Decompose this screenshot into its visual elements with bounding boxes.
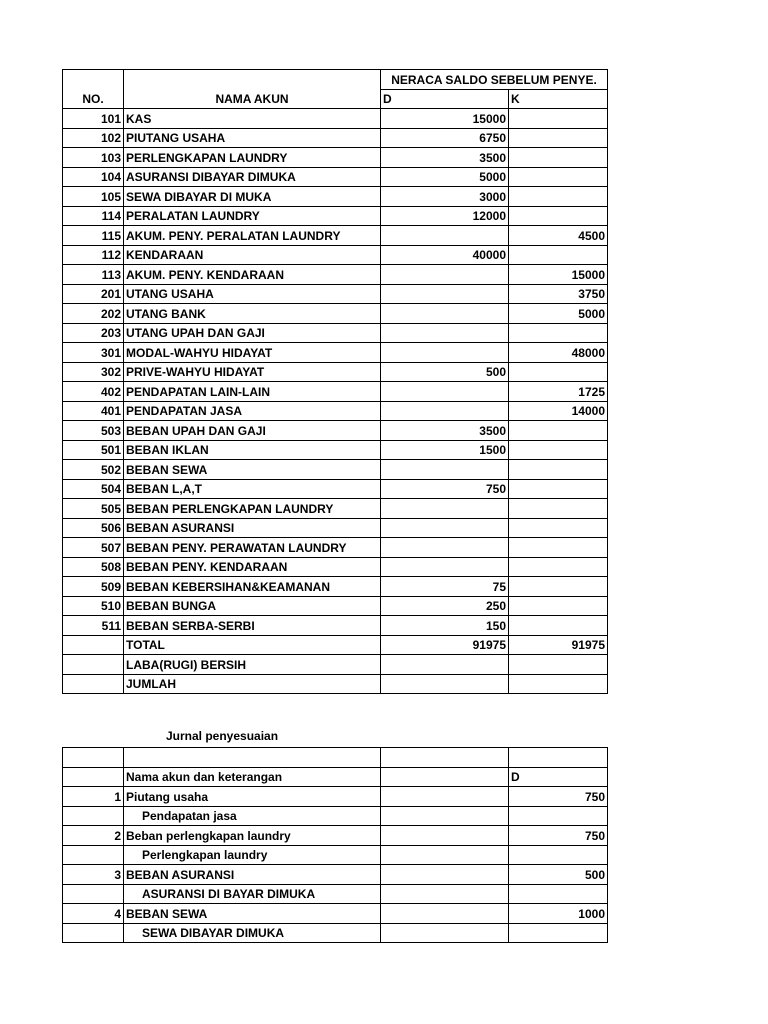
account-number: 105 [63,187,124,207]
account-name: BEBAN PERLENGKAPAN LAUNDRY [124,499,381,519]
account-name: SEWA DIBAYAR DI MUKA [124,187,381,207]
debit-amount: 750 [509,826,608,846]
col-header-credit: K [509,89,608,109]
entry-no-blank [63,923,124,943]
credit-amount: 15000 [509,265,608,285]
table-row [63,109,608,129]
credit-account: Pendapatan jasa [124,806,381,826]
profit-row [63,655,608,675]
debit-amount: 500 [509,865,608,885]
credit-amount [509,421,608,441]
debit-amount [381,265,509,285]
table-row [63,187,608,207]
debit-amount: 250 [381,596,509,616]
table-row [63,616,608,636]
entry-blank [381,787,509,807]
journal-credit-row [63,845,608,865]
account-number: 504 [63,479,124,499]
account-name: BEBAN SERBA-SERBI [124,616,381,636]
table-row [63,167,608,187]
sum-row-credit [509,674,608,694]
account-number: 103 [63,148,124,168]
account-number: 301 [63,343,124,363]
account-number: 507 [63,538,124,558]
account-name: BEBAN SEWA [124,460,381,480]
profit-row-no [63,655,124,675]
credit-amount [509,440,608,460]
account-name: BEBAN UPAH DAN GAJI [124,421,381,441]
account-name: KENDARAAN [124,245,381,265]
table-row [63,440,608,460]
debit-account: BEBAN ASURANSI [124,865,381,885]
credit-amount [509,518,608,538]
debit-amount: 3500 [381,421,509,441]
credit-amount [509,187,608,207]
credit-amount [509,557,608,577]
debit-amount [381,401,509,421]
profit-row-credit [509,655,608,675]
total-row [63,635,608,655]
debit-amount [381,323,509,343]
account-name: BEBAN BUNGA [124,596,381,616]
journal-header-row [63,767,608,787]
account-number: 401 [63,401,124,421]
debit-amount: 750 [381,479,509,499]
debit-amount: 750 [509,787,608,807]
sum-label: JUMLAH [124,674,381,694]
credit-amount [509,167,608,187]
table-row [63,421,608,441]
debit-amount: 500 [381,362,509,382]
total-credit: 91975 [509,635,608,655]
account-name: PENDAPATAN JASA [124,401,381,421]
account-name: PERALATAN LAUNDRY [124,206,381,226]
table-row [63,128,608,148]
entry-blank [381,884,509,904]
account-number: 104 [63,167,124,187]
debit-amount: 1500 [381,440,509,460]
account-name: BEBAN L,A,T [124,479,381,499]
account-number: 501 [63,440,124,460]
account-number: 115 [63,226,124,246]
journal-credit-row [63,806,608,826]
account-number: 503 [63,421,124,441]
sum-row-no [63,674,124,694]
debit-amount [381,538,509,558]
credit-amount [509,128,608,148]
account-name: PIUTANG USAHA [124,128,381,148]
journal-credit-row [63,923,608,943]
debit-amount [381,304,509,324]
debit-amount: 6750 [381,128,509,148]
table-row [63,304,608,324]
profit-label: LABA(RUGI) BERSIH [124,655,381,675]
entry-number: 4 [63,904,124,924]
account-number: 102 [63,128,124,148]
debit-amount [381,226,509,246]
account-number: 203 [63,323,124,343]
journal-credit-row [63,884,608,904]
debit-amount: 150 [381,616,509,636]
credit-amount: 1725 [509,382,608,402]
account-number: 502 [63,460,124,480]
table-row [63,148,608,168]
entry-blank [509,845,608,865]
account-name: BEBAN IKLAN [124,440,381,460]
entry-blank [509,806,608,826]
account-number: 302 [63,362,124,382]
account-name: PENDAPATAN LAIN-LAIN [124,382,381,402]
debit-account: BEBAN SEWA [124,904,381,924]
credit-amount: 3750 [509,284,608,304]
account-name: AKUM. PENY. PERALATAN LAUNDRY [124,226,381,246]
credit-amount: 48000 [509,343,608,363]
sum-row [63,674,608,694]
sum-row-debit [381,674,509,694]
debit-amount [381,557,509,577]
total-label: TOTAL [124,635,381,655]
account-number: 506 [63,518,124,538]
debit-amount: 5000 [381,167,509,187]
journal-title: Jurnal penyesuaian [166,729,279,743]
account-name: UTANG USAHA [124,284,381,304]
debit-amount [381,518,509,538]
debit-amount [381,284,509,304]
account-name: KAS [124,109,381,129]
debit-amount: 40000 [381,245,509,265]
journal-col-header-debit: D [509,767,608,787]
journal-debit-row [63,865,608,885]
account-number: 510 [63,596,124,616]
debit-amount: 3000 [381,187,509,207]
account-number: 101 [63,109,124,129]
credit-amount [509,206,608,226]
entry-number: 3 [63,865,124,885]
col-header-debit: D [381,89,509,109]
journal-col-header-name: Nama akun dan keterangan [124,767,381,787]
entry-number: 2 [63,826,124,846]
total-no [63,635,124,655]
account-number: 202 [63,304,124,324]
table-header-row-1 [63,70,608,90]
journal-debit-row [63,787,608,807]
account-number: 508 [63,557,124,577]
entry-blank [381,904,509,924]
credit-account: ASURANSI DI BAYAR DIMUKA [124,884,381,904]
journal-blank-row [63,748,608,768]
debit-amount: 1000 [509,904,608,924]
entry-blank [381,826,509,846]
account-name: BEBAN ASURANSI [124,518,381,538]
table-row [63,206,608,226]
col-header-no: NO. [63,70,124,109]
table-row [63,245,608,265]
credit-amount [509,479,608,499]
entry-blank [381,806,509,826]
credit-amount: 14000 [509,401,608,421]
credit-amount [509,577,608,597]
profit-row-debit [381,655,509,675]
table-row [63,382,608,402]
credit-amount [509,109,608,129]
account-number: 402 [63,382,124,402]
entry-no-blank [63,806,124,826]
credit-amount [509,323,608,343]
credit-amount: 4500 [509,226,608,246]
account-name: ASURANSI DIBAYAR DIMUKA [124,167,381,187]
journal-debit-row [63,904,608,924]
entry-blank [381,865,509,885]
account-number: 201 [63,284,124,304]
credit-amount: 5000 [509,304,608,324]
table-row [63,401,608,421]
account-name: BEBAN PENY. KENDARAAN [124,557,381,577]
credit-amount [509,362,608,382]
debit-amount [381,343,509,363]
credit-account: SEWA DIBAYAR DIMUKA [124,923,381,943]
table-row [63,596,608,616]
account-name: AKUM. PENY. KENDARAAN [124,265,381,285]
credit-amount [509,538,608,558]
debit-amount: 12000 [381,206,509,226]
entry-blank [381,845,509,865]
account-number: 114 [63,206,124,226]
account-number: 113 [63,265,124,285]
account-name: BEBAN PENY. PERAWATAN LAUNDRY [124,538,381,558]
entry-blank [509,923,608,943]
account-name: PRIVE-WAHYU HIDAYAT [124,362,381,382]
col-header-section: NERACA SALDO SEBELUM PENYE. [381,70,608,90]
debit-amount [381,499,509,519]
credit-amount [509,596,608,616]
table-row [63,343,608,363]
account-name: PERLENGKAPAN LAUNDRY [124,148,381,168]
account-number: 509 [63,577,124,597]
debit-amount [381,460,509,480]
table-row [63,577,608,597]
debit-account: Piutang usaha [124,787,381,807]
table-row [63,479,608,499]
credit-account: Perlengkapan laundry [124,845,381,865]
entry-no-blank [63,845,124,865]
debit-amount [381,382,509,402]
journal-debit-row [63,826,608,846]
entry-number: 1 [63,787,124,807]
table-row [63,226,608,246]
table-row [63,323,608,343]
entry-blank [509,884,608,904]
debit-account: Beban perlengkapan laundry [124,826,381,846]
table-row [63,557,608,577]
debit-amount: 75 [381,577,509,597]
debit-amount: 3500 [381,148,509,168]
account-name: UTANG BANK [124,304,381,324]
account-name: MODAL-WAHYU HIDAYAT [124,343,381,363]
account-name: UTANG UPAH DAN GAJI [124,323,381,343]
credit-amount [509,148,608,168]
table-row [63,460,608,480]
table-row [63,265,608,285]
account-name: BEBAN KEBERSIHAN&KEAMANAN [124,577,381,597]
trial-balance-table [62,69,608,694]
table-row [63,362,608,382]
total-debit: 91975 [381,635,509,655]
table-row [63,284,608,304]
credit-amount [509,460,608,480]
account-number: 511 [63,616,124,636]
table-row [63,538,608,558]
debit-amount: 15000 [381,109,509,129]
credit-amount [509,616,608,636]
table-row [63,499,608,519]
col-header-name: NAMA AKUN [124,70,381,109]
credit-amount [509,499,608,519]
entry-blank [381,923,509,943]
entry-no-blank [63,884,124,904]
table-row [63,518,608,538]
adjusting-journal-table [62,747,608,943]
account-number: 505 [63,499,124,519]
account-number: 112 [63,245,124,265]
credit-amount [509,245,608,265]
